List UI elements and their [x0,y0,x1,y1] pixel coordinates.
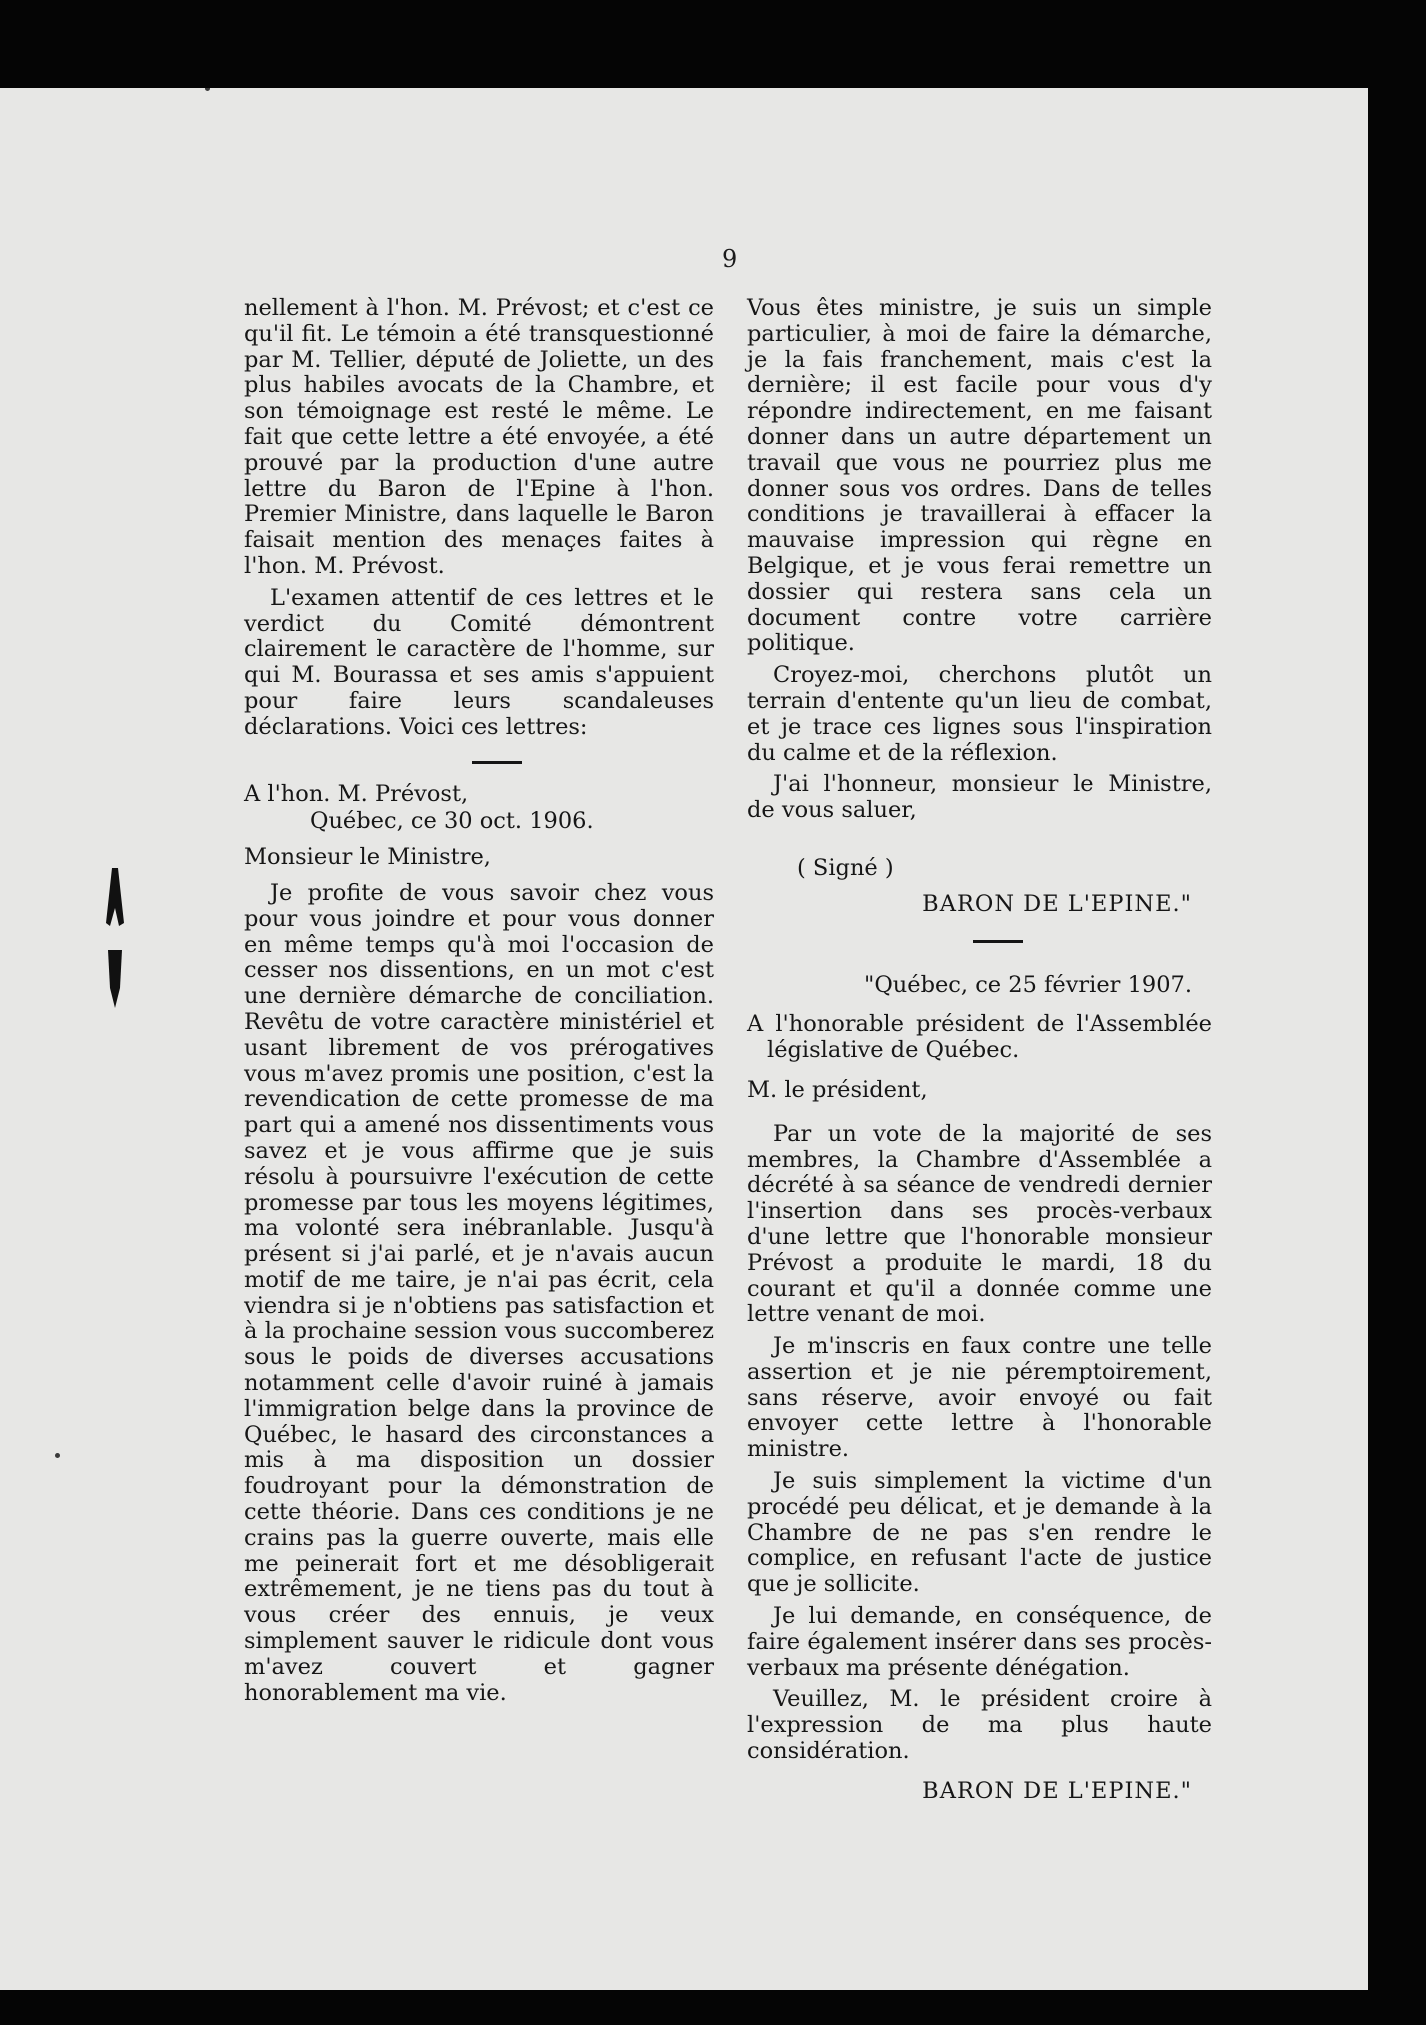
letter-date: Québec, ce 30 oct. 1906. [310,808,594,835]
signature: BARON DE L'EPINE." [922,1777,1192,1804]
ink-speck [55,1453,60,1458]
paragraph: J'ai l'honneur, monsieur le Ministre, de vous saluer, [747,771,1212,824]
paragraph: Je lui demande, en conséquence, de faire également insérer dans ses procès-verbaux ma présente dénégation. [747,1603,1212,1681]
right-column [747,296,1212,1805]
paragraph: Par un vote de la majorité de ses membres, la Chambre d'Assemblée a décrété à sa séance de vendredi dernier l'insertion dans ses procès-verbaux d'une lettre que l'honorable monsieur Prévost a produite le mardi, 18 du courant et qu'il a donnée comme une lettre venant de moi. [747,1120,1212,1328]
divider-rule [973,940,1023,943]
paragraph: Je suis simplement la victime d'un procédé peu délicat, et je demande à la Chambre de ne pas s'en rendre le complice, en refusant l'acte de justice que je sollicite. [747,1468,1212,1598]
page-sheet [0,88,1368,1990]
letter-salutation: M. le président, [747,1076,928,1103]
letter-date: "Québec, ce 25 février 1907. [863,971,1192,998]
ink-speck [205,88,210,91]
signature: BARON DE L'EPINE." [922,890,1192,917]
binding-marks [104,868,126,1008]
letter-salutation: Monsieur le Ministre, [244,844,491,871]
left-column [244,296,714,1712]
page-number: 9 [722,245,738,273]
letter-address: A l'hon. M. Prévost, [244,780,469,807]
paragraph: Je m'inscris en faux contre une telle assertion et je nie péremptoirement, sans réserve, avoir envoyé ou fait envoyer cette lettre à l'honorable ministre. [747,1333,1212,1463]
paragraph: Croyez-moi, cherchons plutôt un terrain d'entente qu'un lieu de combat, et je trace ces lignes sous l'inspiration du calme et de la réflexion. [747,662,1212,766]
divider-rule [472,761,522,764]
paragraph: Vous êtes ministre, je suis un simple particulier, à moi de faire la démarche, je la fais franchement, mais c'est la dernière; il est facile pour vous d'y répondre indirectement, en me faisant donner dans un autre département un travail que vous ne pourriez plus me donner sous vos ordres. Dans de telles conditions je travaillerai à effacer la mauvaise impression qui règne en Belgique, et je vous ferai remettre un dossier qui restera sans cela un document contre votre carrière politique. [747,295,1212,657]
paragraph: Veuillez, M. le président croire à l'expression de ma plus haute considération. [747,1686,1212,1765]
paragraph: nellement à l'hon. M. Prévost; et c'est ce qu'il fit. Le témoin a été transquestionné par M. Tellier, député de Joliette, un des plus habiles avocats de la Chambre, et son témoignage est resté le même. Le fait que cette lettre a été envoyée, a été prouvé par la production d'une autre lettre du Baron de l'Epine à l'hon. Premier Ministre, dans laquelle le Baron faisait mention des menaçes faites à l'hon. M. Prévost. [244,295,714,579]
signed-mark: ( Signé ) [797,854,894,881]
paragraph: L'examen attentif de ces lettres et le verdict du Comité démontrent clairement le caractère de l'homme, sur qui M. Bourassa et ses amis s'appuient pour faire leurs scandaleuses déclarations. Voici ces lettres: [244,584,714,740]
letter-address: A l'honorable président de l'Assemblée législative de Québec. [747,1011,1212,1064]
letter-body: Je profite de vous savoir chez vous pour vous joindre et pour vous donner en même temps qu'à moi l'occasion de cesser nos dissentions, en un mot c'est une dernière démarche de conciliation. Revêtu de votre caractère ministériel et usant librement de vos prérogatives vous m'avez promis une position, c'est la revendication de cette promesse de ma part qui a amené nos dissentiments vous savez et je vous affirme que je suis résolu à poursuivre l'exécution de cette promesse par tous les moyens légitimes, ma volonté sera inébranlable. Jusqu'à présent si j'ai parlé, et je n'avais aucun motif de me taire, je n'ai pas écrit, cela viendra si je n'obtiens pas satisfaction et à la prochaine session vous succomberez sous le poids de diverses accusations notamment celle d'avoir ruiné à jamais l'immigration belge dans la province de Québec, le hasard des circonstances a mis à ma disposition un dossier foudroyant pour la démonstration de cette théorie. Dans ces conditions je ne crains pas la guerre ouverte, mais elle me peinerait fort et me désobligerait extrêmement, je ne tiens pas du tout à vous créer des ennuis, je veux simplement sauver le ridicule dont vous m'avez couvert et gagner honorablement ma vie. [244,879,714,1706]
